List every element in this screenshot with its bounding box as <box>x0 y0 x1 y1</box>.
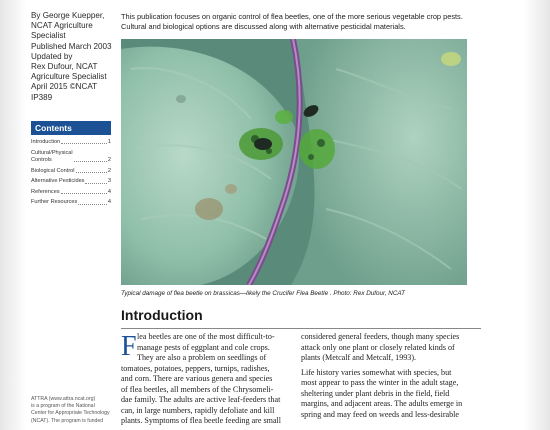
heading-rule <box>121 328 481 329</box>
author-line: April 2015 ©NCAT <box>31 82 98 92</box>
body-line: They are also a problem on seedlings of <box>137 353 267 362</box>
body-line: most appear to pass the winter in the adult stage, <box>301 378 459 387</box>
toc-leader <box>78 204 107 205</box>
toc-page: 4 <box>107 199 111 206</box>
toc-page: 3 <box>107 178 111 185</box>
author-line: Agriculture Specialist <box>31 72 107 82</box>
flea-beetle-photo <box>121 39 467 285</box>
body-line: and corn. There are various genera and species <box>121 374 273 383</box>
toc-item-further-resources[interactable] <box>31 199 111 206</box>
attra-line: (NCAT). The program is funded <box>31 417 104 424</box>
toc-item-alternative-pesticides[interactable] <box>31 178 111 185</box>
body-line: considered general feeders, though many species <box>301 332 460 341</box>
page-shadow-left <box>0 0 26 430</box>
toc-label: Biological Control <box>31 167 75 174</box>
table-of-contents <box>31 121 111 210</box>
publication-id: IP389 <box>31 92 53 102</box>
body-line: dae family. The adults are active leaf-feeders that <box>121 395 281 404</box>
attra-note <box>31 396 111 425</box>
body-line: tomatoes, potatoes, peppers, turnips, radishes, <box>121 363 270 373</box>
toc-leader <box>61 193 107 194</box>
contents-heading: Contents <box>31 121 111 135</box>
toc-page: 2 <box>107 157 111 163</box>
toc-item-biological-control[interactable] <box>31 168 111 175</box>
body-column-right <box>301 332 471 420</box>
author-line: Rex Dufour, NCAT <box>31 62 98 72</box>
toc-leader <box>74 161 107 162</box>
drop-cap: F <box>121 331 137 362</box>
body-line: attack only one plant or closely related kinds of <box>301 342 455 352</box>
leaf-damage-illustration <box>121 39 467 285</box>
author-info <box>31 11 121 103</box>
toc-item-cultural-physical-controls[interactable] <box>31 150 111 165</box>
toc-page: 1 <box>107 139 111 145</box>
photo-caption: Typical damage of flea beetle on brassicas—likely the Crucifer Flea Beetle . Photo: Rex Dufour, NCAT <box>121 290 405 297</box>
author-line: Published March 2003 <box>31 41 112 51</box>
author-line: NCAT Agriculture <box>31 21 93 31</box>
toc-label: Cultural/Physical Controls <box>31 149 73 163</box>
toc-page: 2 <box>107 167 111 174</box>
toc-label: Introduction <box>31 139 61 145</box>
body-line: sheltering under plant debris in the field, field <box>301 388 450 398</box>
author-line: Specialist <box>31 31 66 41</box>
toc-item-introduction[interactable] <box>31 139 111 146</box>
attra-line: is a program of the National <box>31 403 95 410</box>
toc-leader <box>76 172 107 173</box>
section-heading: Introduction <box>121 307 203 323</box>
attra-line: Center for Appropriate Technology <box>31 410 110 417</box>
toc-item-references[interactable] <box>31 189 111 196</box>
toc-label: Alternative Pesticides <box>31 178 85 185</box>
body-line: spring and may feed on weeds and less-desirable <box>301 409 460 419</box>
attra-line: ATTRA (www.attra.ncat.org) <box>31 396 96 402</box>
toc-list <box>31 139 111 207</box>
body-line: margins, and adjacent areas. The adults emerge in <box>301 399 463 408</box>
body-line: can, in large numbers, rapidly defoliate and kill <box>121 405 275 415</box>
toc-leader <box>61 143 107 144</box>
body-line: plants (Metcalf and Metcalf, 1993). <box>301 353 417 362</box>
publication-summary: This publication focuses on organic control of flea beetles, one of the more serious vegetable crop pests. Cultural and biological options are discussed along with alternative pesticidal materials. <box>121 12 463 31</box>
toc-leader <box>85 183 106 184</box>
body-line: lea beetles are one of the most difficult-to- <box>137 332 275 341</box>
body-column-left <box>121 332 291 427</box>
author-line: By George Kuepper, <box>31 11 105 20</box>
toc-label: Further Resources <box>31 199 78 206</box>
body-line: of flea beetles, all members of the Chrysomeli- <box>121 384 274 394</box>
body-line: manage pests of eggplant and cole crops. <box>137 342 270 352</box>
author-line: Updated by <box>31 51 73 61</box>
toc-label: References <box>31 188 60 195</box>
page-shadow-right <box>524 0 550 430</box>
toc-page: 4 <box>107 188 111 195</box>
body-line: Life history varies somewhat with species, but <box>301 367 452 377</box>
body-line: plants. Symptoms of flea beetle feeding are small <box>121 416 282 425</box>
